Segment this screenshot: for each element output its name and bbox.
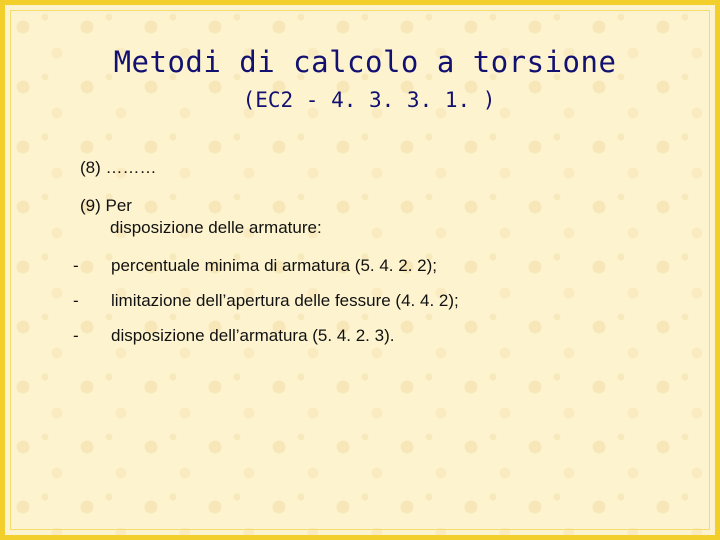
paragraph-9-line1: (9) Per [80,196,132,215]
slide-subtitle: (EC2 - 4. 3. 3. 1. ) [242,88,496,112]
list-item: percentuale minima di armatura (5. 4. 2. 2); [111,256,437,275]
list-item: disposizione dell’armatura (5. 4. 2. 3). [111,326,395,345]
paragraph-8: (8) ……… [80,158,157,177]
list-item-marker: - [73,256,79,275]
list-item-marker: - [73,291,79,310]
paragraph-9-line2: disposizione delle armature: [110,218,322,237]
list-item: limitazione dell’apertura delle fessure (4. 4. 2); [111,291,459,310]
slide-title: Metodi di calcolo a torsione [113,45,617,79]
list-item-marker: - [73,326,79,345]
